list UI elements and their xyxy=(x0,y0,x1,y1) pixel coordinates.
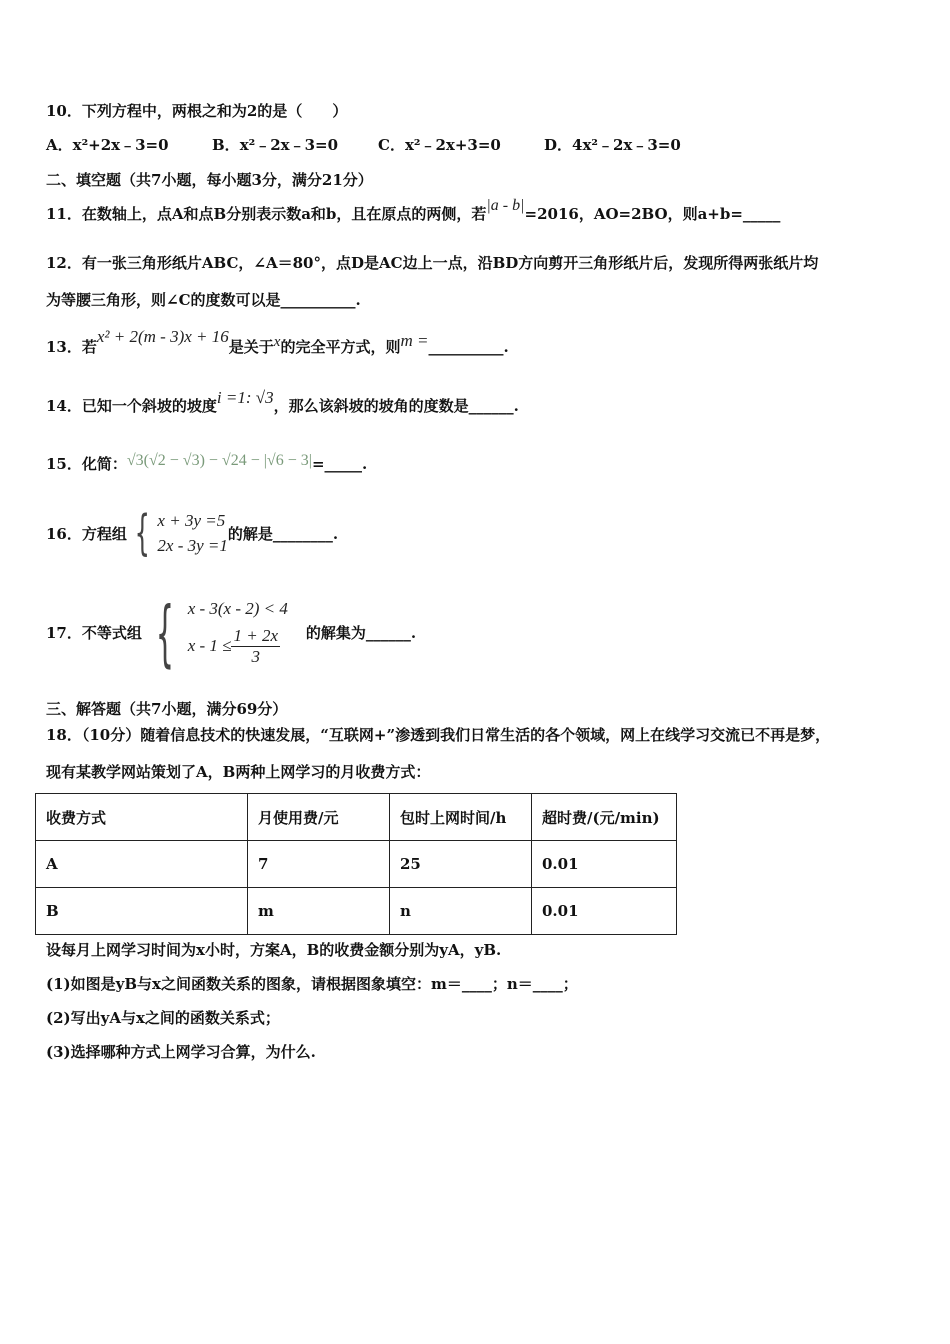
q15-pre: 15．化简： xyxy=(46,455,127,473)
q17-frac-den: 3 xyxy=(251,646,260,666)
q10-stem: 10．下列方程中，两根之和为2的是（ ） xyxy=(46,102,348,120)
q10-option-b: B．x²﹣2x﹣3=0 xyxy=(212,136,339,154)
q13-m: m = xyxy=(400,331,429,350)
q16-system xyxy=(127,505,228,563)
section-3-heading: 三、解答题（共7小题，满分69分） xyxy=(46,700,288,718)
table-cell: 0.01 xyxy=(532,841,677,888)
q18-line1: 18．（10分）随着信息技术的快速发展，“互联网+”渗透到我们日常生活的各个领域，网上在线学习交流已不再是梦， xyxy=(46,726,831,744)
q13 xyxy=(46,327,509,357)
q10-options xyxy=(46,136,681,154)
q13-mid: 是关于 xyxy=(228,338,274,356)
q15-post: =_____. xyxy=(311,455,368,473)
table-cell: 7 xyxy=(248,841,390,888)
q15-expr: √3(√2 − √3) − √24 − |√6 − 3| xyxy=(126,452,312,469)
table-row xyxy=(36,841,677,888)
q17-frac-num: 1 + 2x xyxy=(231,626,280,647)
table-cell: m xyxy=(248,888,390,935)
q14-expr: i =1: √3 xyxy=(216,388,274,407)
table-cell: B xyxy=(36,888,248,935)
q14-pre: 14．已知一个斜坡的坡度 xyxy=(46,397,217,415)
q13-pre: 13．若 xyxy=(46,338,97,356)
q14-post: ，那么该斜坡的坡角的度数是______. xyxy=(273,397,519,415)
q17-post: 的解集为______. xyxy=(305,624,417,643)
q16-post: 的解是________. xyxy=(227,524,339,543)
table-header-cell: 月使用费/元 xyxy=(248,794,390,841)
q13-var: x xyxy=(273,334,281,350)
q18-part3: (3)选择哪种方式上网学习合算，为什么. xyxy=(46,1043,316,1061)
q16-brace-icon: { xyxy=(134,505,150,561)
fee-table xyxy=(35,793,677,935)
q17-ineq1: x - 3(x - 2) < 4 xyxy=(187,599,288,619)
table-cell: 25 xyxy=(390,841,532,888)
q13-end: __________. xyxy=(428,338,509,356)
q17-ineq2-left: x - 1 ≤ xyxy=(187,636,232,656)
table-cell: A xyxy=(36,841,248,888)
q13-expr: x² + 2(m - 3)x + 16 xyxy=(96,327,229,346)
q18-line2: 现有某教学网站策划了A，B两种上网学习的月收费方式： xyxy=(46,763,431,781)
q10-option-c: C．x²﹣2x+3=0 xyxy=(378,136,501,154)
q10-option-d: D．4x²﹣2x﹣3=0 xyxy=(544,136,681,154)
q12-line2: 为等腰三角形，则∠C的度数可以是__________. xyxy=(46,291,361,309)
q17-brace-icon: { xyxy=(155,591,174,675)
q17-fraction xyxy=(231,626,280,668)
q17-pre: 17．不等式组 xyxy=(46,624,142,643)
q11-pre: 11．在数轴上，点A和点B分别表示数a和b，且在原点的两侧，若 xyxy=(46,205,487,223)
q17 xyxy=(46,590,416,676)
q11-post: =2016，AO=2BO，则a+b=_____ xyxy=(524,205,781,223)
table-cell: 0.01 xyxy=(532,888,677,935)
table-cell: n xyxy=(390,888,532,935)
q13-post: 的完全平方式，则 xyxy=(280,338,401,356)
q15 xyxy=(46,452,368,474)
q14 xyxy=(46,388,519,416)
q11 xyxy=(46,197,781,224)
section-2-heading: 二、填空题（共7小题，每小题3分，满分21分） xyxy=(46,171,373,189)
q10-option-a: A．x²+2x﹣3=0 xyxy=(46,136,169,154)
table-header-row xyxy=(36,794,677,841)
table-row xyxy=(36,888,677,935)
q16-eq1: x + 3y =5 xyxy=(157,511,226,531)
q17-system xyxy=(142,590,288,676)
q16 xyxy=(46,505,338,563)
q11-abs-expr: |a - b| xyxy=(486,197,525,214)
q18-part1: (1)如图是yB与x之间函数关系的图象，请根据图象填空：m＝____；n＝____； xyxy=(46,975,578,993)
q12-line1: 12．有一张三角形纸片ABC，∠A＝80°，点D是AC边上一点，沿BD方向剪开三角形纸片后，发现所得两张纸片均 xyxy=(46,254,819,272)
q16-pre: 16．方程组 xyxy=(46,524,127,543)
table-header-cell: 超时费/(元/min) xyxy=(532,794,677,841)
q18-part2: (2)写出yA与x之间的函数关系式； xyxy=(46,1009,280,1027)
table-header-cell: 收费方式 xyxy=(36,794,248,841)
table-header-cell: 包时上网时间/h xyxy=(390,794,532,841)
q18-after-table: 设每月上网学习时间为x小时，方案A，B的收费金额分别为yA，yB. xyxy=(46,941,502,959)
q16-eq2: 2x - 3y =1 xyxy=(157,535,228,555)
